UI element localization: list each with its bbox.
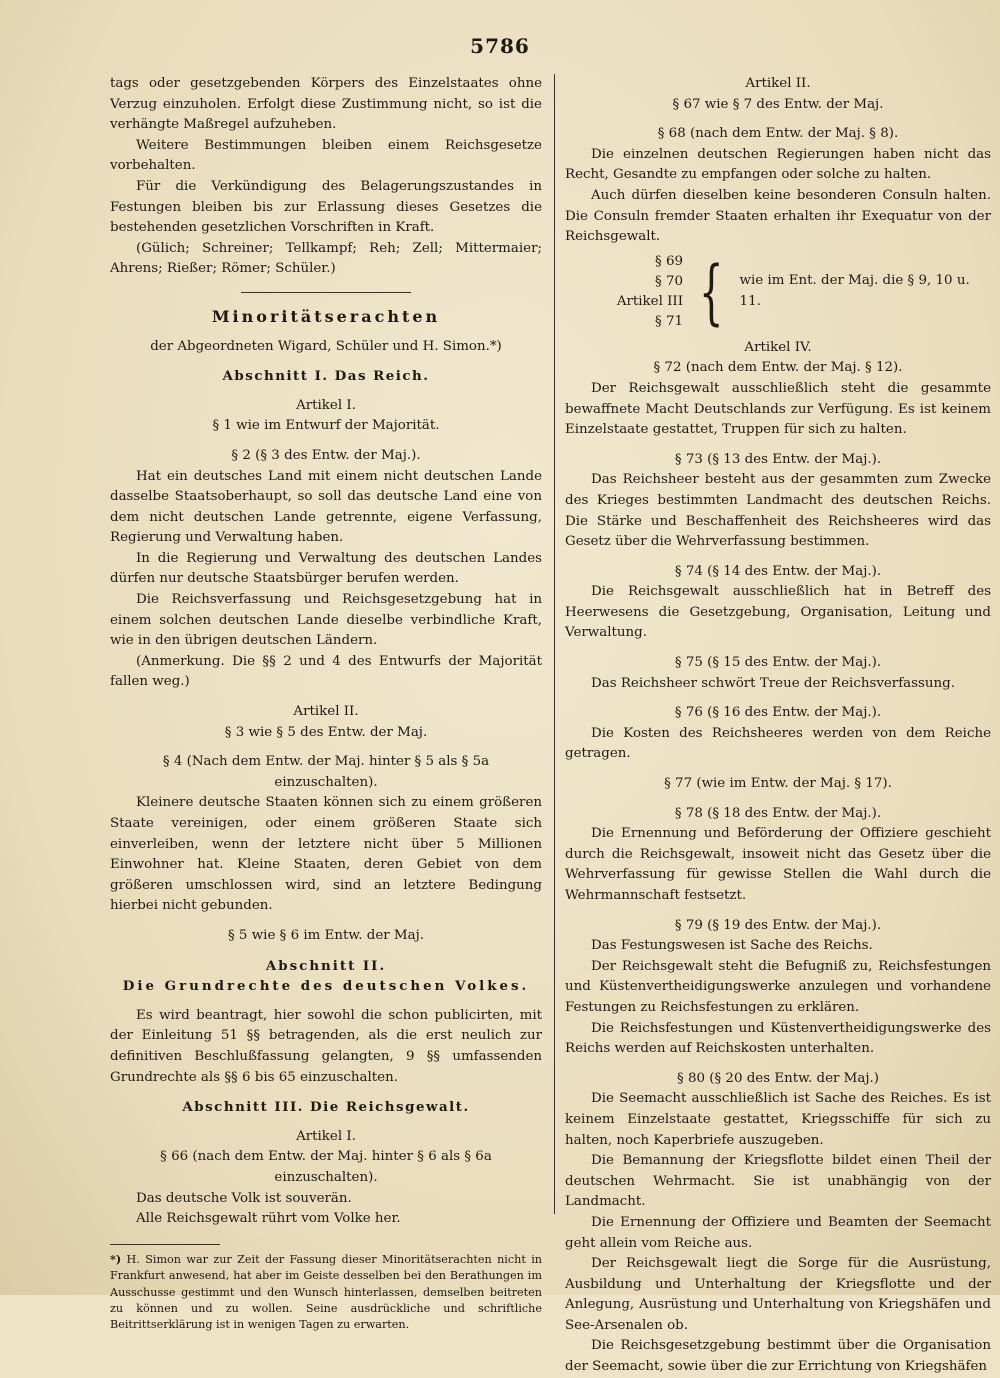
- paragraph-ref: § 75 (§ 15 des Entw. der Maj.).: [674, 655, 882, 671]
- article-heading: Artikel II.: [745, 76, 811, 91]
- brace-item: Artikel III: [616, 293, 683, 309]
- brace-item: § 69: [655, 253, 683, 269]
- paragraph: Die Reichsgesetzgebung bestimmt über die Organisation der Seemacht, sowie über die zur Errichtung von Kriegshäfen: [565, 1338, 991, 1375]
- paragraph: Die einzelnen deutschen Regierungen haben nicht das Recht, Gesandte zu empfangen oder solche zu halten.: [565, 146, 991, 183]
- paragraph: tags oder gesetzgebenden Körpers des Einzelstaates ohne Verzug einzuholen. Erfolgt diese Zustimmung nicht, so ist die verhängte Maßregel aufzuheben.: [110, 76, 542, 133]
- paragraph: Die Seemacht ausschließlich ist Sache des Reiches. Es ist keinem Einzelstaate gestattet, Kriegsschiffe für sich zu halten, noch Kaperbriefe auszugeben.: [565, 1091, 991, 1148]
- paragraph: Es wird beantragt, hier sowohl die schon publicirten, mit der Einleitung 51 §§ betragenden, als die erst neulich zur definitiven Beschlußfassung gelangten, 9 §§ umfassenden Grundrechte als §§ 6 bis 65 einzuschalten.: [110, 1007, 542, 1085]
- paragraph: Der Reichsgewalt steht die Befugniß zu, Reichsfestungen und Küstenvertheidigungswerke anzulegen und vorhandene Festungen zu Reichsfestungen zu erklären.: [565, 958, 991, 1015]
- paragraph: Auch dürfen dieselben keine besonderen Consuln halten. Die Consuln fremder Staaten erhalten ihr Exequatur von der Reichsgewalt.: [565, 187, 991, 245]
- paragraph-ref: § 68 (nach dem Entw. der Maj. § 8).: [657, 126, 899, 142]
- paragraph: Der Reichsgewalt ausschließlich steht die gesammte bewaffnete Macht Deutschlands zur Verfügung. Es ist keinem Einzelstaate gestattet, Truppen für sich zu halten.: [565, 380, 991, 438]
- annotation: (Anmerkung. Die §§ 2 und 4 des Entwurfs der Majorität fallen weg.): [110, 653, 542, 690]
- paragraph-ref: § 72 (nach dem Entw. der Maj. § 12).: [653, 360, 903, 376]
- article-heading: Artikel IV.: [744, 339, 812, 355]
- right-column: [565, 74, 991, 1378]
- paragraph: Der Reichsgewalt liegt die Sorge für die Ausrüstung, Ausbildung und Unterhaltung der Kriegsflotte und der Anlegung, Ausrüstung und Unterhaltung von Kriegshäfen und See-Arsenalen ob.: [565, 1256, 991, 1333]
- paragraph-ref: § 67 wie § 7 des Entw. der Maj.: [672, 96, 884, 112]
- paragraph: Das deutsche Volk ist souverän.: [136, 1190, 352, 1206]
- paragraph: Das Festungswesen ist Sache des Reichs.: [591, 938, 873, 954]
- brace-item: § 71: [655, 313, 683, 329]
- paragraph: Kleinere deutsche Staaten können sich zu einem größeren Staate vereinigen, oder einem größeren Staate sich einverleiben, wenn der letztere nicht über 5 Millionen Einwohner hat. Kleine Staaten, deren Gebiet von dem größeren umschlossen wird, sind an letztere Bedingung hierbei nicht gebunden.: [110, 795, 542, 914]
- paragraph-ref: § 76 (§ 16 des Entw. der Maj.).: [674, 705, 882, 721]
- section-heading: Abschnitt II.: [265, 957, 387, 974]
- brace-items: [565, 252, 689, 332]
- paragraph-ref: § 73 (§ 13 des Entw. der Maj.).: [674, 451, 882, 467]
- article-heading: Artikel I.: [296, 397, 356, 413]
- page-number: 5786: [470, 34, 530, 58]
- paragraph-ref: § 80 (§ 20 des Entw. der Maj.): [677, 1070, 879, 1086]
- section-title: Die Grundrechte des deutschen Volkes.: [122, 978, 530, 995]
- footnote-rule: [110, 1244, 220, 1245]
- paragraph: Die Ernennung und Beförderung der Offiziere geschieht durch die Reichsgewalt, insoweit nicht das Gesetz über die Wehrverfassung für gewisse Stellen die Wahl durch die Wehrmannschaft festsetzt.: [565, 826, 991, 903]
- paragraph: Die Reichsverfassung und Reichsgesetzgebung hat in einem solchen deutschen Lande dieselbe verbindliche Kraft, wie in den übrigen deutschen Ländern.: [110, 592, 542, 649]
- paragraph-ref: § 79 (§ 19 des Entw. der Maj.).: [674, 917, 882, 933]
- paragraph: Die Reichsgewalt ausschließlich hat in Betreff des Heerwesens die Gesetzgebung, Organisation, Leitung und Verwaltung.: [565, 584, 991, 641]
- paragraph-ref: § 4 (Nach dem Entw. der Maj. hinter § 5 als § 5a einzuschalten).: [162, 754, 490, 790]
- paragraph-ref: § 2 (§ 3 des Entw. der Maj.).: [231, 447, 421, 463]
- footnote-text: H. Simon war zur Zeit der Fassung dieser Minoritätserachten nicht in Frankfurt anwesend, hat aber im Geiste desselben bei den Berathungen im Ausschusse gestimmt und den Wunsch hinterlassen, demselben beitreten zu können und zu wollen. Seine ausdrückliche und schriftliche Beitrittserklärung ist in wenigen Tagen zu erwarten.: [110, 1252, 542, 1332]
- paragraph-ref: § 78 (§ 18 des Entw. der Maj.).: [674, 805, 882, 821]
- column-divider: [554, 74, 555, 1214]
- paragraph-ref: § 77 (wie im Entw. der Maj. § 17).: [664, 776, 892, 792]
- article-heading: Artikel I.: [296, 1128, 356, 1144]
- paragraph-ref: § 74 (§ 14 des Entw. der Maj.).: [674, 563, 882, 579]
- footnote: [110, 1251, 542, 1334]
- minority-subtitle: der Abgeordneten Wigard, Schüler und H. Simon.*): [150, 338, 502, 354]
- brace-group: [565, 252, 991, 332]
- paragraph-ref: § 3 wie § 5 des Entw. der Maj.: [224, 724, 428, 740]
- paragraph: Für die Verkündigung des Belagerungszustandes in Festungen bleiben bis zur Erlassung dieses Gesetzes die bestehenden gesetzlichen Vorschriften in Kraft.: [110, 178, 542, 236]
- paragraph: Das Reichsheer besteht aus der gesammten zum Zwecke des Krieges bestimmten Landmacht des deutschen Reichs. Die Stärke und Beschaffenheit des Reichsheeres wird das Gesetz über die Wehrverfassung bestimmen.: [565, 472, 991, 550]
- paragraph: Die Ernennung der Offiziere und Beamten der Seemacht geht allein vom Reiche aus.: [565, 1214, 991, 1251]
- paragraph: Das Reichsheer schwört Treue der Reichsverfassung.: [591, 675, 955, 691]
- curly-brace-icon: {: [699, 250, 724, 333]
- paragraph-ref: § 5 wie § 6 im Entw. der Maj.: [227, 927, 425, 943]
- paragraph-ref: § 66 (nach dem Entw. der Maj. hinter § 6 als § 6a einzuschalten).: [160, 1149, 492, 1185]
- paragraph: Die Bemannung der Kriegsflotte bildet einen Theil der deutschen Wehrmacht. Sie ist unabhängig von der Landmacht.: [565, 1153, 991, 1210]
- brace-text: wie im Ent. der Maj. die § 9, 10 u. 11.: [739, 273, 970, 309]
- paragraph-ref: § 1 wie im Entwurf der Majorität.: [212, 418, 440, 434]
- signatories: (Gülich; Schreiner; Tellkampf; Reh; Zell; Mittermaier; Ahrens; Rießer; Römer; Schüler.): [110, 240, 542, 277]
- left-column: [110, 74, 542, 1334]
- section-separator: [241, 292, 411, 293]
- paragraph: Weitere Bestimmungen bleiben einem Reichsgesetze vorbehalten.: [110, 137, 542, 174]
- article-heading: Artikel II.: [293, 704, 359, 720]
- paragraph: Alle Reichsgewalt rührt vom Volke her.: [136, 1211, 401, 1227]
- paragraph: Die Reichsfestungen und Küstenvertheidigungswerke des Reichs werden auf Reichskosten unterhalten.: [565, 1020, 991, 1057]
- paragraph: Hat ein deutsches Land mit einem nicht deutschen Lande dasselbe Staatsoberhaupt, so soll das deutsche Land eine von dem nicht deutschen Lande getrennte, eigene Verfassung, Regierung und Verwaltung haben.: [110, 468, 542, 546]
- paragraph: Die Kosten des Reichsheeres werden von dem Reiche getragen.: [565, 725, 991, 762]
- minority-title: Minoritätserachten: [211, 306, 441, 326]
- section-heading: Abschnitt III. Die Reichsgewalt.: [182, 1099, 470, 1116]
- footnote-mark: *): [110, 1251, 122, 1266]
- brace-item: § 70: [655, 273, 683, 289]
- section-heading: Abschnitt I. Das Reich.: [222, 368, 430, 385]
- paragraph: In die Regierung und Verwaltung des deutschen Landes dürfen nur deutsche Staatsbürger berufen werden.: [110, 550, 542, 587]
